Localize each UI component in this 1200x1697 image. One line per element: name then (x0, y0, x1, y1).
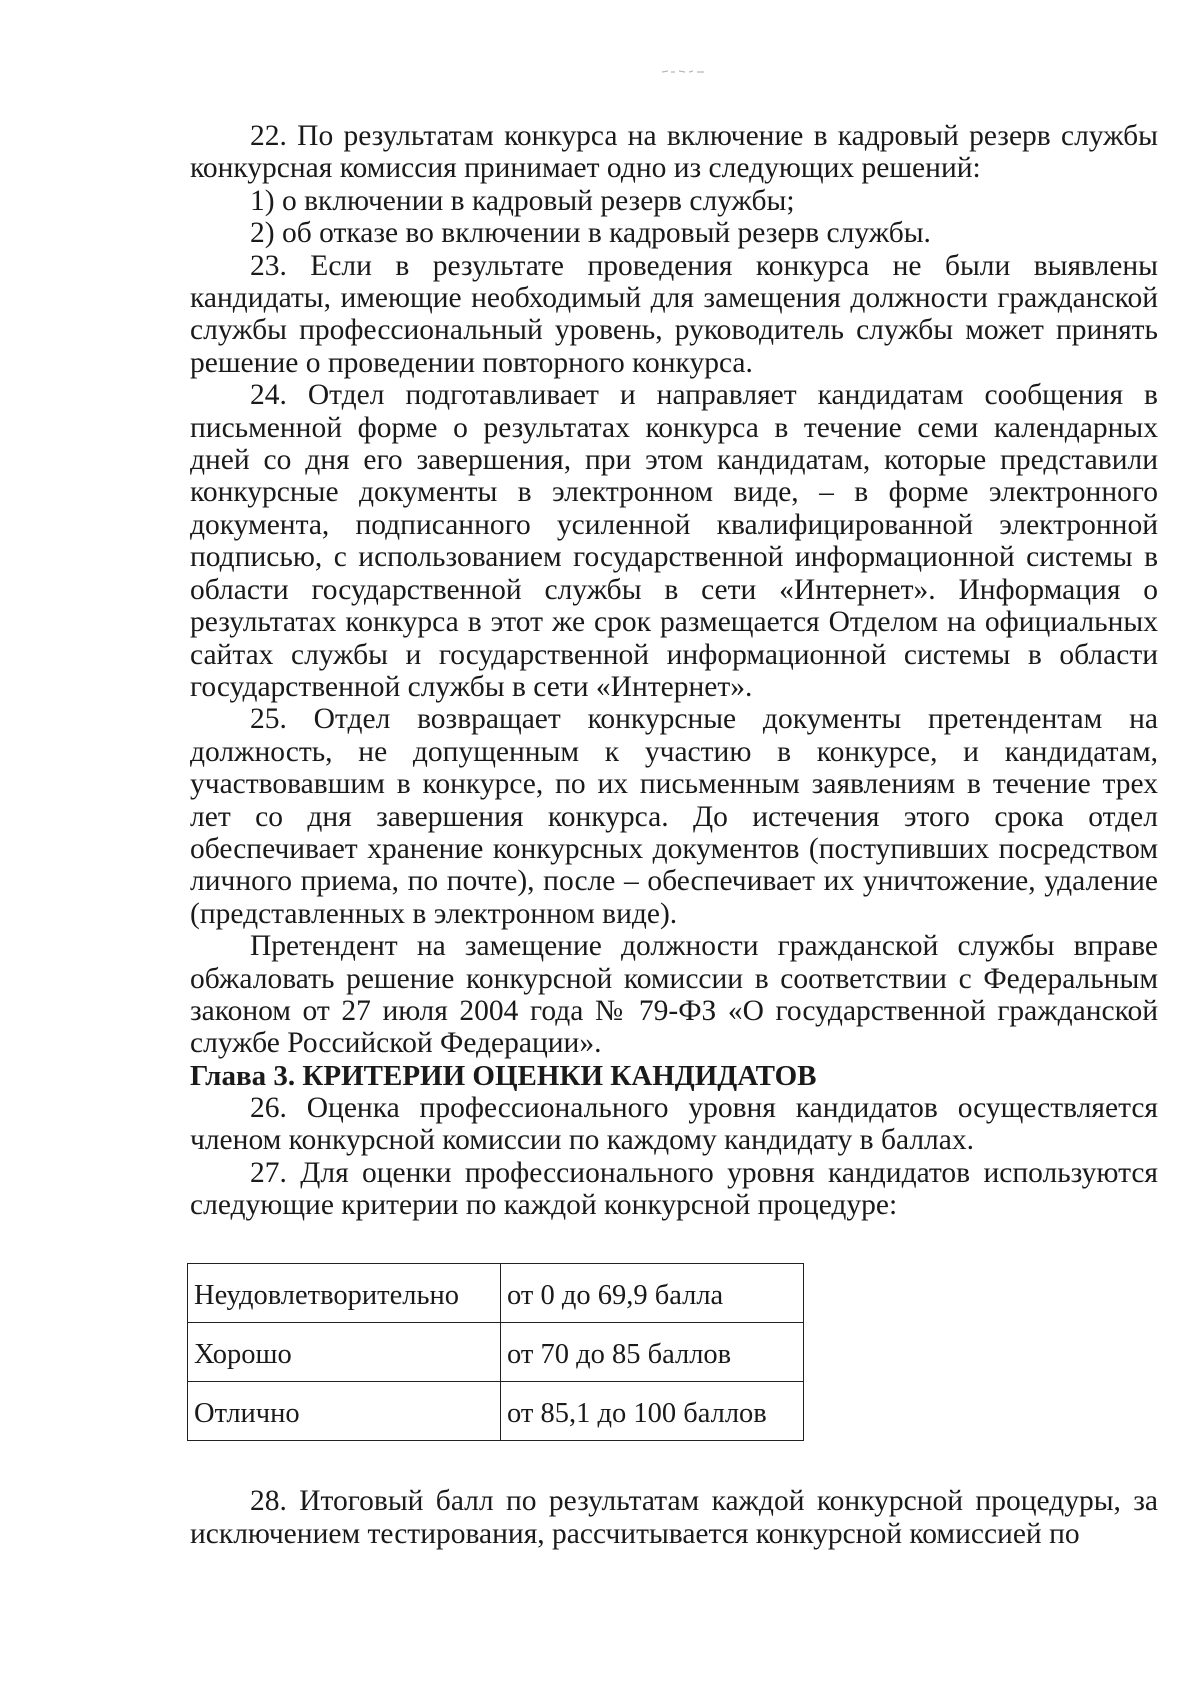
paragraph-25: 25. Отдел возвращает конкурсные документы претендентам на должность, не допущенным к участию в конкурсе, и кандидатам, участвовавшим в конкурсе, по их письменным заявлениям в течение трех лет со дня завершения конкурса. До истечения этого срока отдел обеспечивает хранение конкурсных документов (поступивших посредством личного приема, по почте), после – обеспечивает их уничтожение, удаление (представленных в электронном виде). (190, 703, 1158, 930)
paragraph-24: 24. Отдел подготавливает и направляет кандидатам сообщения в письменной форме о результатах конкурса в течение семи календарных дней со дня его завершения, при этом кандидатам, которые представили конкурсные документы в электронном виде, – в форме электронного документа, подписанного усиленной квалифицированной электронной подписью, с использованием государственной информационной системы в области государственной службы в сети «Интернет». Информация о результатах конкурса в этот же срок размещается Отделом на официальных сайтах службы и государственной информационной системы в области государственной службы в сети «Интернет». (190, 379, 1158, 703)
table-row (188, 1264, 804, 1323)
paragraph-22-item-2: 2) об отказе во включении в кадровый резерв службы. (250, 217, 931, 250)
criteria-table (187, 1263, 804, 1441)
table-row (188, 1382, 804, 1441)
paragraph-23: 23. Если в результате проведения конкурса не были выявлены кандидаты, имеющие необходимый для замещения должности гражданской службы профессиональный уровень, руководитель службы может принять решение о проведении повторного конкурса. (190, 249, 1158, 379)
page-mark-scribble (660, 66, 706, 76)
criteria-grade-cell: Хорошо (188, 1323, 501, 1382)
paragraph-25-appeal: Претендент на замещение должности гражданской службы вправе обжаловать решение конкурсной комиссии в соответствии с Федеральным законом от 27 июля 2004 года № 79-ФЗ «О государственной гражданской службе Российской Федерации». (190, 930, 1158, 1060)
document-body (190, 120, 1158, 1550)
paragraph-27: 27. Для оценки профессионального уровня кандидатов используются следующие критерии по каждой конкурсной процедуре: (190, 1156, 1158, 1221)
criteria-range-cell: от 85,1 до 100 баллов (501, 1382, 804, 1441)
paragraph-26: 26. Оценка профессионального уровня кандидатов осуществляется членом конкурсной комиссии по каждому кандидату в баллах. (190, 1091, 1158, 1157)
paragraph-22-item-1: 1) о включении в кадровый резерв службы; (250, 184, 795, 217)
criteria-range-cell: от 0 до 69,9 балла (501, 1264, 804, 1323)
chapter-heading: Глава 3. КРИТЕРИИ ОЦЕНКИ КАНДИДАТОВ (190, 1059, 817, 1092)
paragraph-28: 28. Итоговый балл по результатам каждой конкурсной процедуры, за исключением тестирования, рассчитывается конкурсной комиссией по (190, 1485, 1158, 1550)
table-row (188, 1323, 804, 1382)
criteria-grade-cell: Отлично (188, 1382, 501, 1441)
criteria-range-cell: от 70 до 85 баллов (501, 1323, 804, 1382)
criteria-grade-cell: Неудовлетворительно (188, 1264, 501, 1323)
paragraph-22: 22. По результатам конкурса на включение в кадровый резерв службы конкурсная комиссия принимает одно из следующих решений: (190, 120, 1158, 185)
